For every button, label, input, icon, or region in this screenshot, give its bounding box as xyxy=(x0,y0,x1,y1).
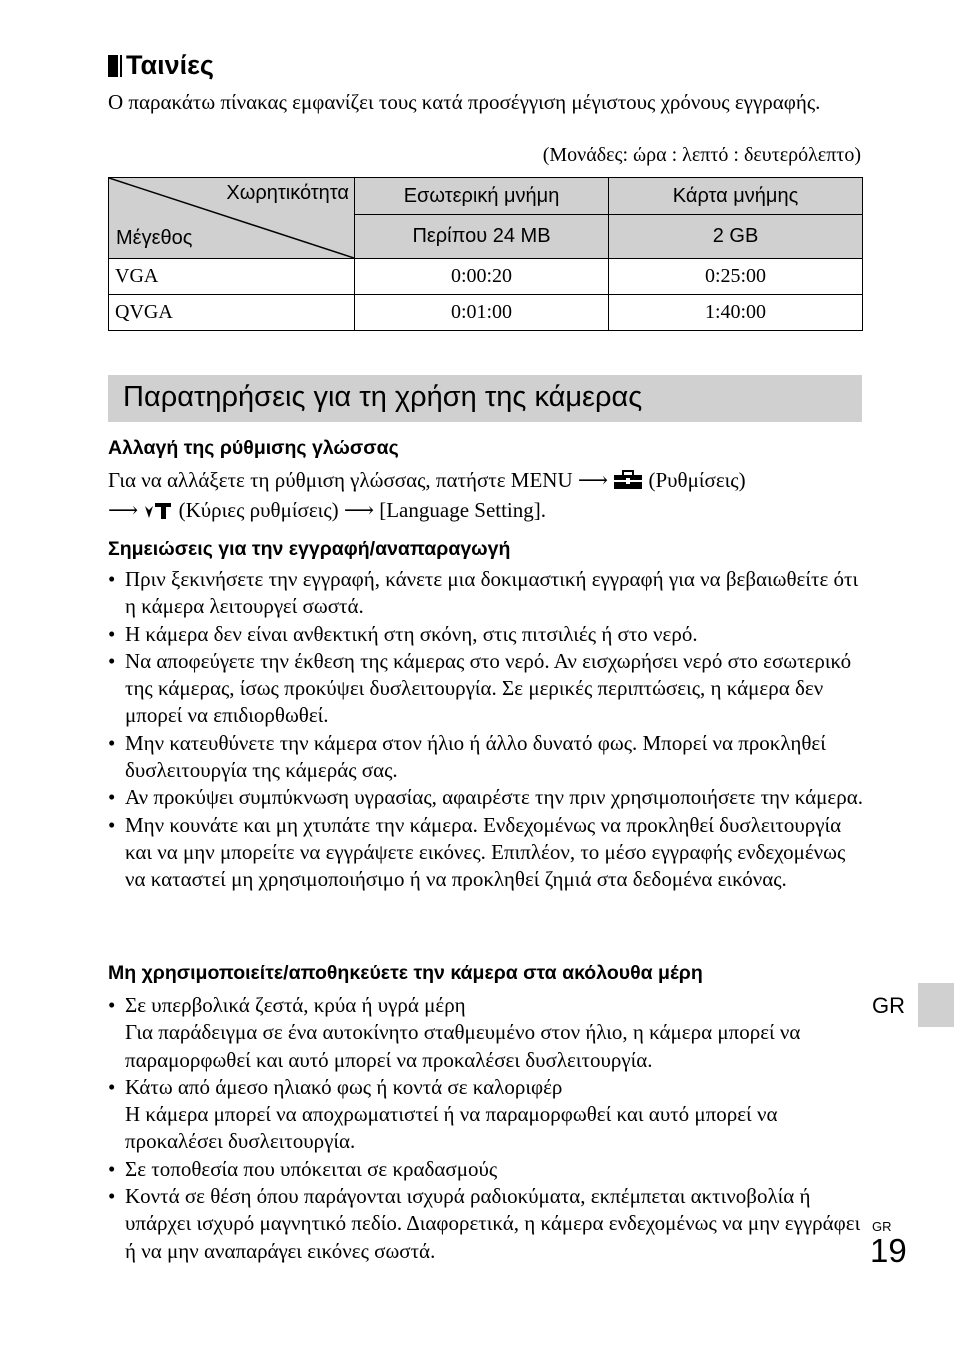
language-tab-label: GR xyxy=(872,993,905,1018)
capacity-card: 2 GB xyxy=(609,215,863,259)
movies-intro: Ο παρακάτω πίνακας εμφανίζει τους κατά προσέγγιση μέγιστους χρόνους εγγραφής. xyxy=(108,90,821,114)
list-item xyxy=(108,1156,868,1183)
language-line1-suffix: (Ρυθμίσεις) xyxy=(648,468,746,492)
table-row xyxy=(109,295,863,331)
wrench-icon xyxy=(143,500,173,527)
units-note: (Μονάδες: ώρα : λεπτό : δευτερόλεπτο) xyxy=(542,144,861,166)
movies-title: Ταινίες xyxy=(126,50,214,80)
recording-time-table xyxy=(108,177,863,331)
language-line1-text: Για να αλλάξετε τη ρύθμιση γλώσσας, πατήστε MENU xyxy=(108,468,573,492)
list-item: • Μην κατευθύνετε την κάμερα στον ήλιο ή άλλο δυνατό φως. Μπορεί να προκληθεί δυσλειτουργία της κάμεράς σας. xyxy=(108,730,868,785)
list-item-detail: Η κάμερα μπορεί να αποχρωματιστεί ή να παραμορφωθεί και αυτό μπορεί να προκαλέσει δυσλειτουργία. xyxy=(125,1102,778,1154)
language-side-tab xyxy=(918,983,954,1027)
page-language-code: GR xyxy=(872,1219,892,1234)
notes-list xyxy=(108,566,868,894)
storage-list xyxy=(108,992,868,1265)
section-square-icon xyxy=(108,55,120,77)
column-header-internal: Εσωτερική μνήμη xyxy=(355,178,609,215)
language-setting-label: [Language Setting]. xyxy=(379,498,547,522)
toolbox-icon xyxy=(613,470,643,497)
list-item-main: Κοντά σε θέση όπου παράγονται ισχυρά ραδιοκύματα, εκπέμπεται ακτινοβολία ή υπάρχει ισχυρό μαγνητικό πεδίο. Διαφορετικά, η κάμερα ενδεχομένως να μην εγγράφει ή να μην αναπαράγει εικόνες σωστά. xyxy=(125,1184,861,1263)
list-item-main: Κάτω από άμεσο ηλιακό φως ή κοντά σε καλοριφέρ xyxy=(125,1074,563,1099)
list-item xyxy=(108,1074,868,1156)
movies-heading xyxy=(108,50,214,81)
list-item: • Αν προκύψει συμπύκνωση υγρασίας, αφαιρέστε την πριν χρησιμοποιήσετε την κάμερα. xyxy=(108,784,868,811)
list-item-main: Σε τοποθεσία που υπόκειται σε κραδασμούς xyxy=(125,1156,498,1181)
list-item-detail: Για παράδειγμα σε ένα αυτοκίνητο σταθμευμένο στον ήλιο, η κάμερα μπορεί να παραμορφωθεί και αυτό μπορεί να προκαλέσει δυσλειτουργία. xyxy=(125,1020,801,1072)
table-cell: 0:01:00 xyxy=(355,295,609,331)
row-label: VGA xyxy=(109,259,355,295)
section-title-bar xyxy=(108,375,862,422)
language-line2-text: (Κύριες ρυθμίσεις) xyxy=(178,498,339,522)
list-item-main: Σε υπερβολικά ζεστά, κρύα ή υγρά μέρη xyxy=(125,993,466,1017)
page-number: 19 xyxy=(870,1232,907,1269)
table-cell: 0:00:20 xyxy=(355,259,609,295)
corner-capacity-label: Χωρητικότητα xyxy=(226,182,349,204)
arrow-right-icon: ⟶ xyxy=(343,498,374,522)
column-header-card: Κάρτα μνήμης xyxy=(609,178,863,215)
language-heading: Αλλαγή της ρύθμισης γλώσσας xyxy=(108,437,399,459)
notes-heading: Σημειώσεις για την εγγραφή/αναπαραγωγή xyxy=(108,538,511,560)
section-title: Παρατηρήσεις για τη χρήση της κάμερας xyxy=(123,381,643,413)
list-item: • Πριν ξεκινήσετε την εγγραφή, κάνετε μια δοκιμαστική εγγραφή για να βεβαιωθείτε ότι η κάμερα λειτουργεί σωστά. xyxy=(108,566,868,621)
list-item: • Μην κουνάτε και μη χτυπάτε την κάμερα. Ενδεχομένως να προκληθεί δυσλειτουργία και να μην μπορείτε να εγγράψετε εικόνες. Επιπλέον, το μέσο εγγραφής ενδεχομένως να καταστεί μη χρησιμοποιήσιμο ή να προκληθεί ζημιά στα δεδομένα εικόνας. xyxy=(108,812,868,894)
arrow-right-icon: ⟶ xyxy=(577,468,608,492)
arrow-right-icon: ⟶ xyxy=(108,498,139,522)
language-instructions xyxy=(108,467,868,527)
table-row xyxy=(109,259,863,295)
list-item xyxy=(108,1183,868,1265)
storage-heading: Μη χρησιμοποιείτε/αποθηκεύετε την κάμερα στα ακόλουθα μέρη xyxy=(108,962,703,984)
list-item: • Η κάμερα δεν είναι ανθεκτική στη σκόνη, στις πιτσιλιές ή στο νερό. xyxy=(108,621,868,648)
capacity-internal: Περίπου 24 MB xyxy=(355,215,609,259)
corner-size-label: Μέγεθος xyxy=(116,227,193,249)
table-cell: 0:25:00 xyxy=(609,259,863,295)
list-item xyxy=(108,992,868,1074)
row-label: QVGA xyxy=(109,295,355,331)
table-corner-cell xyxy=(109,178,355,259)
list-item: • Να αποφεύγετε την έκθεση της κάμερας στο νερό. Αν εισχωρήσει νερό στο εσωτερικό της κάμερας, ίσως προκύψει δυσλειτουργία. Σε μερικές περιπτώσεις, η κάμερα δεν μπορεί να επιδιορθωθεί. xyxy=(108,648,868,730)
table-cell: 1:40:00 xyxy=(609,295,863,331)
